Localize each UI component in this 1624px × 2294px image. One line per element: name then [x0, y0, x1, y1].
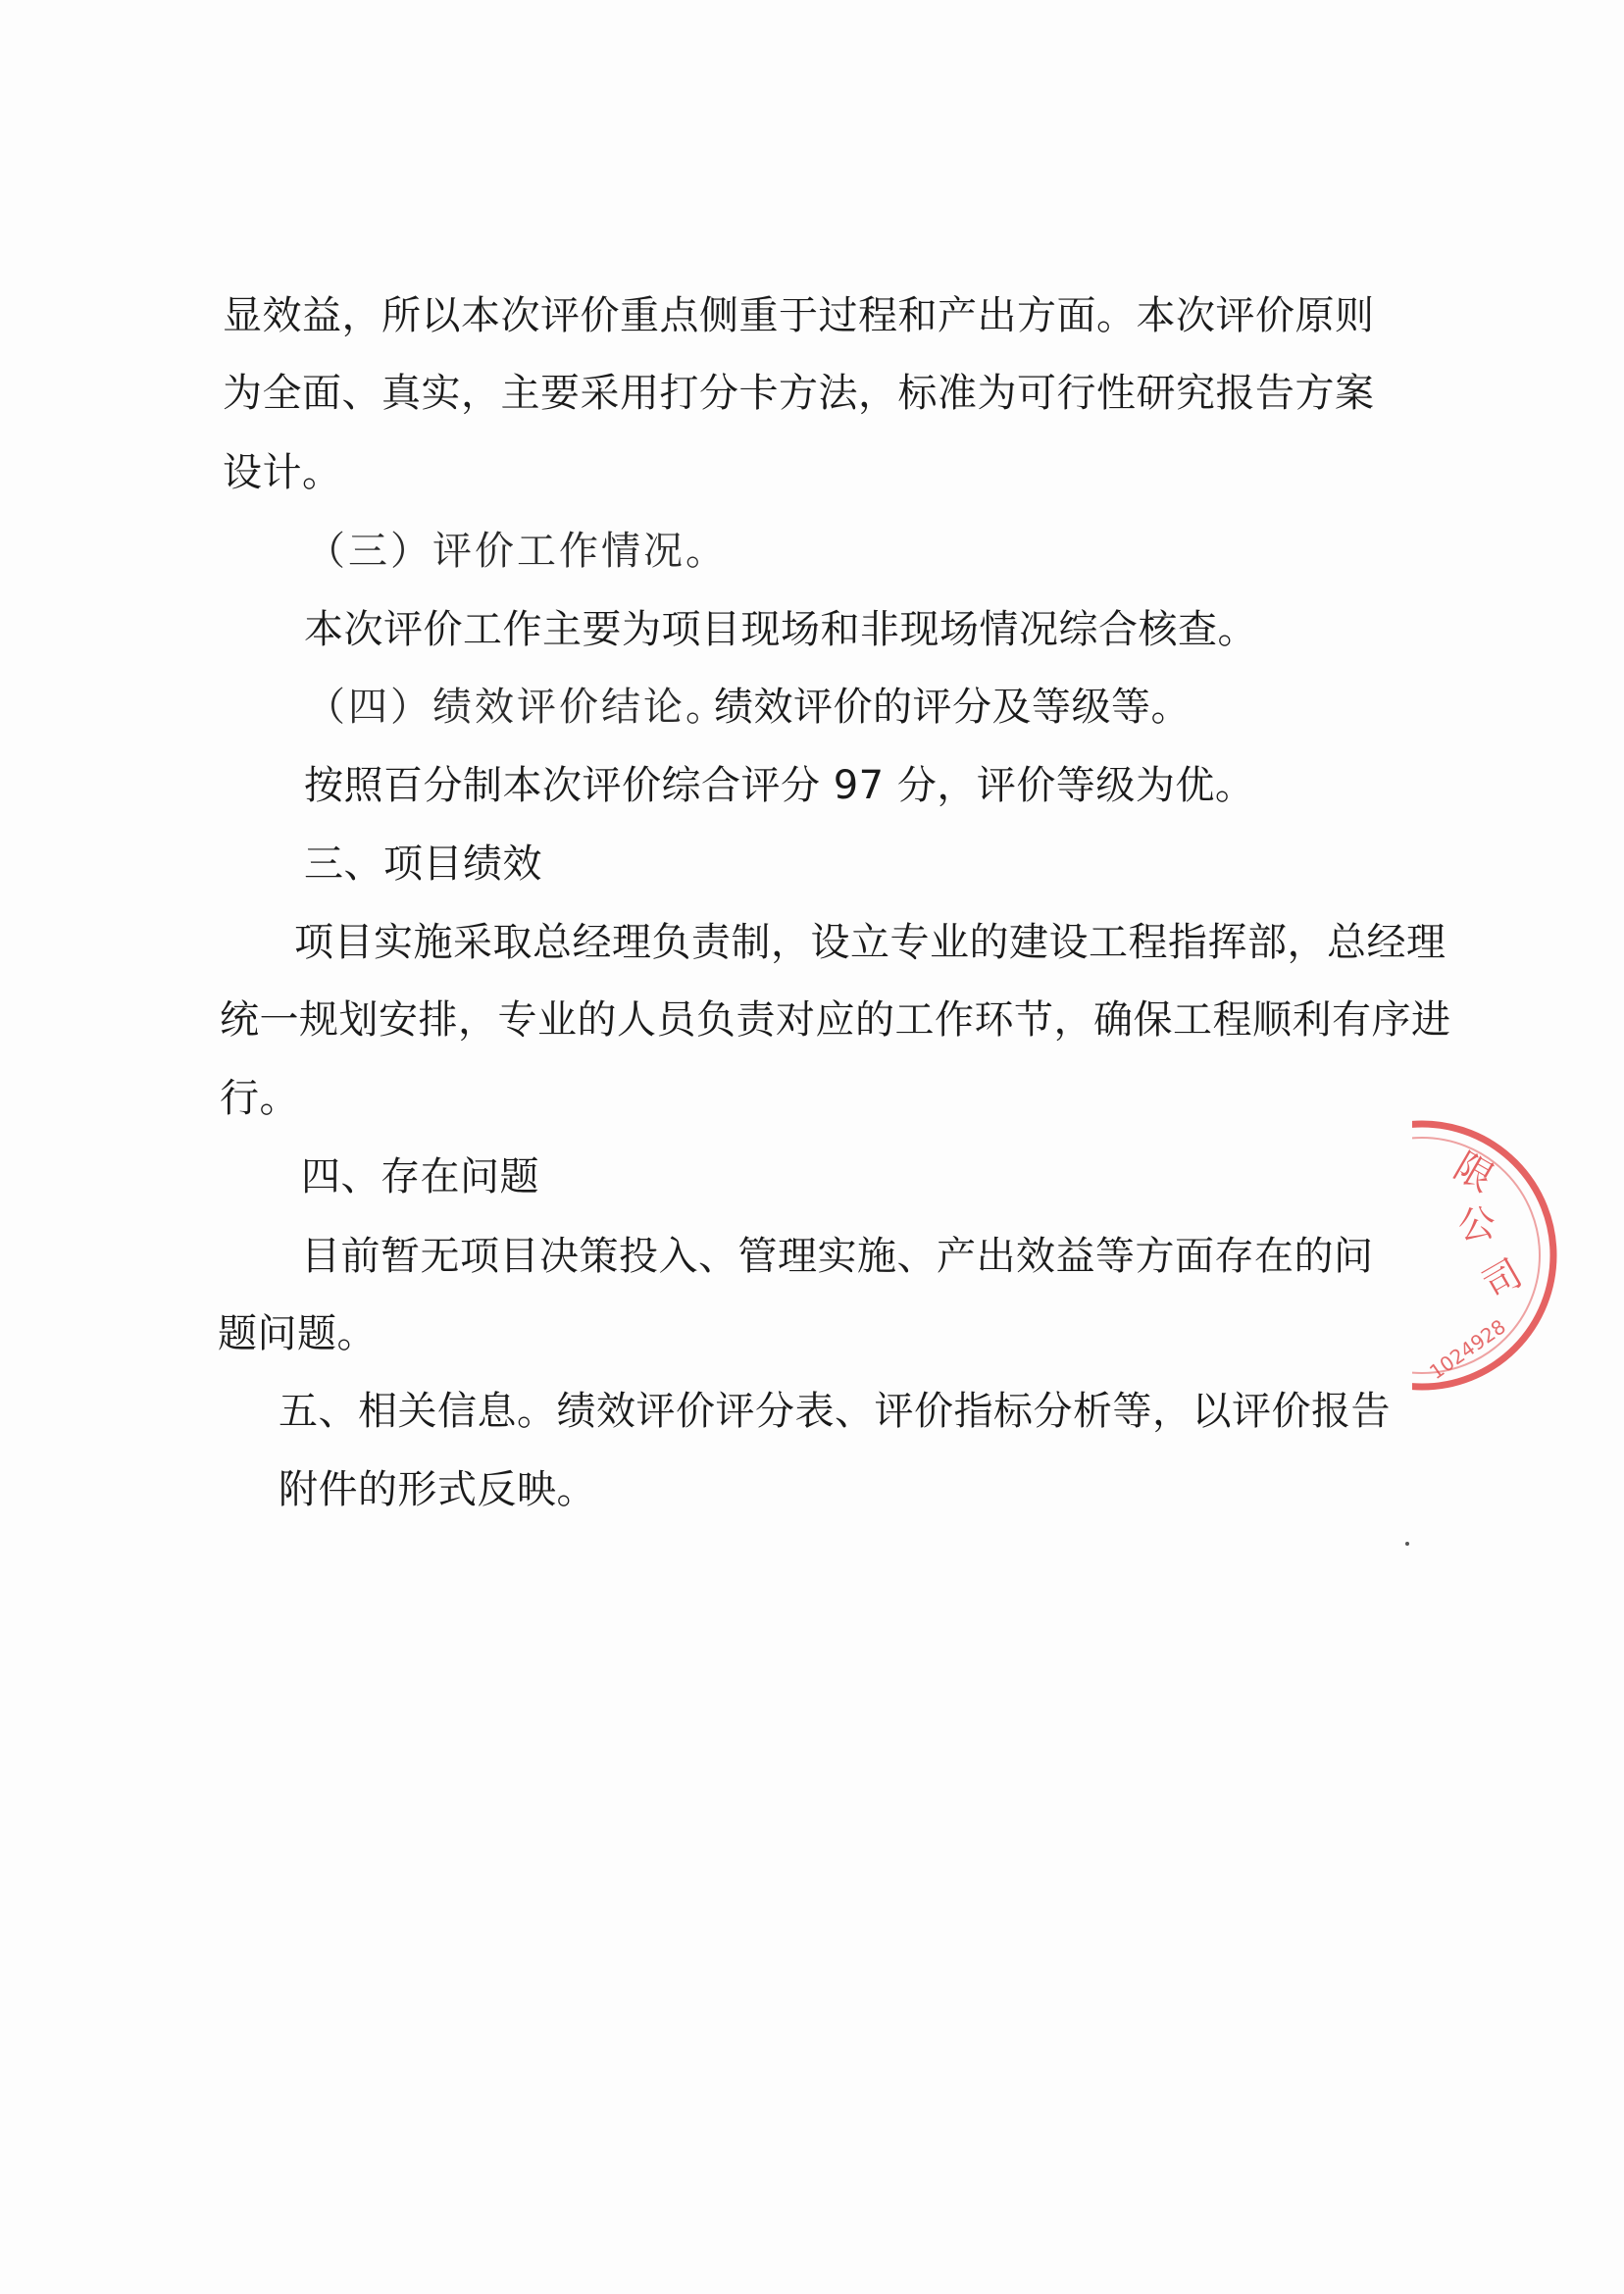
- paragraph-line: 设计。: [223, 450, 342, 495]
- svg-text:司: 司: [1475, 1250, 1530, 1307]
- svg-text:限: 限: [1446, 1144, 1501, 1200]
- svg-text:1024928: 1024928: [1425, 1314, 1510, 1385]
- scan-speck: [1405, 1542, 1409, 1546]
- paragraph-line: 附件的形式反映。: [279, 1467, 596, 1512]
- paragraph-line: 统一规划安排，专业的人员负责对应的工作环节，确保工程顺利有序进: [220, 997, 1451, 1043]
- section-heading: （三）评价工作情况。: [306, 529, 728, 574]
- company-seal-stamp: [1412, 1103, 1569, 1398]
- seal-icon: [1412, 1103, 1569, 1398]
- paragraph-line: 项目实施采取总经理负责制，设立专业的建设工程指挥部，总经理: [294, 920, 1446, 965]
- paragraph-line: 显效益，所以本次评价重点侧重于过程和产出方面。本次评价原则: [223, 293, 1375, 338]
- paragraph-line: 行。: [220, 1076, 299, 1121]
- section-heading: 四、存在问题: [301, 1154, 539, 1199]
- paragraph-line: 为全面、真实，主要采用打分卡方法，标准为可行性研究报告方案: [223, 371, 1375, 416]
- paragraph-line: 绩效评价的评分及等级等。: [714, 685, 1191, 730]
- paragraph-line: 题问题。: [218, 1311, 377, 1356]
- paragraph-line: 按照百分制本次评价综合评分 97 分，评价等级为优。: [304, 763, 1255, 808]
- section-heading: 五、相关信息。绩效评价评分表、评价指标分析等，以评价报告: [279, 1389, 1391, 1434]
- svg-text:公: 公: [1455, 1200, 1497, 1248]
- paragraph-line: 本次评价工作主要为项目现场和非现场情况综合核查。: [304, 607, 1257, 652]
- section-heading: （四）绩效评价结论。: [306, 685, 728, 730]
- section-heading: 三、项目绩效: [304, 841, 542, 887]
- paragraph-line: 目前暂无项目决策投入、管理实施、产出效益等方面存在的问: [301, 1234, 1374, 1279]
